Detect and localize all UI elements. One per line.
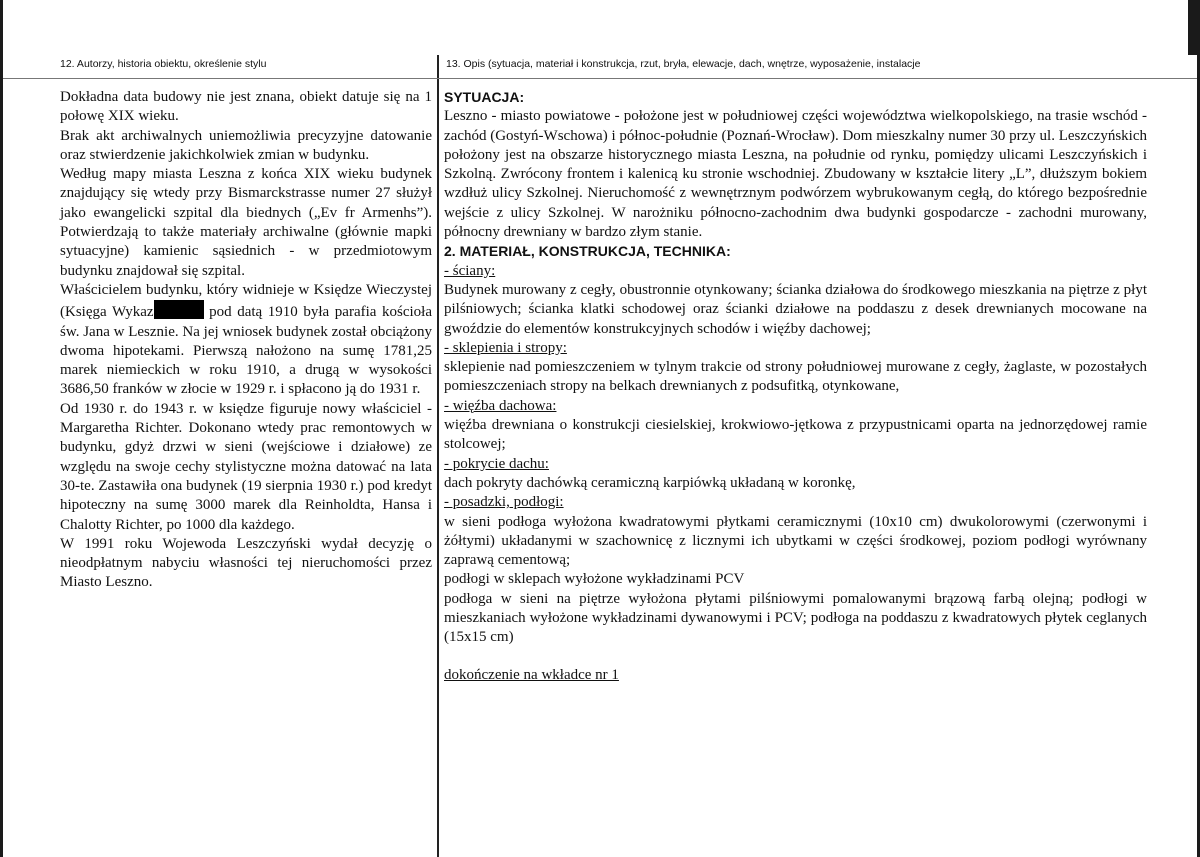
- floors-text-shops: podłogi w sklepach wyłożone wykładzinami PCV: [444, 571, 745, 588]
- section-13-header: 13. Opis (sytuacja, materiał i konstrukcja, rzut, bryła, elewacje, dach, wnętrze, wyposażenie, instalacje: [446, 58, 921, 70]
- header-divider: [3, 78, 1197, 79]
- floors-text-upper: podłoga w sieni na piętrze wyłożona płytami pilśniowymi pomalowanymi brązową farbą olejną; podłogi w mieszkaniach wyłożone wykładzinami dywanowymi i PCV; podłoga na poddaszu z kwadratowych płytek ceglanych (15x15 cm): [444, 590, 1147, 646]
- owner-text-end: pod datą 1910 była parafia kościoła św. Jana w Lesznie. Na jej wniosek budynek został obciążony dwoma hipotekami. Pierwszą nałożono na sumę 1781,25 marek niemieckich w roku 1910, a drugą w wysokości 3686,50 franków w złocie w 1929 r. i spłacono ją do 1931 r.: [60, 304, 432, 398]
- vaults-text: sklepienie nad pomieszczeniem w tylnym trakcie od strony południowej murowane z cegły, żaglaste, w pozostałych pomieszczeniach stropy na belkach drewnianych z podsufitką, otynkowane,: [444, 359, 1147, 395]
- floors-label: - posadzki, podłogi:: [444, 494, 564, 511]
- situation-text: Leszno - miasto powiatowe - położone jest w południowej części województwa wielkopolskiego, na trasie wschód - zachód (Gostyń-Wschowa) i północ-południe (Poznań-Wrocław). Dom mieszkalny numer 30 przy ul. Leszczyńskich położony jest na obszarze historycznego miasta Leszna, na południe od rynku, pomiędzy ulicami Leszczyńskich i Szkolną. Zwrócony frontem i kalenicą ku stronie wschodniej. Zbudowany w kształcie litery „L”, dłuższym bokiem wzdłuż ulicy Szkolnej. Nieruchomość z wewnętrznym podwórzem wybrukowanym cegłą, do którego bezpośrednie wejście z ulicy Szkolnej. W narożniku północno-zachodnim dwa budynki gospodarcze - zachodni murowany, północny drewniany w bardzo złym stanie.: [444, 108, 1147, 241]
- vaults-label: - sklepienia i stropy:: [444, 339, 567, 356]
- section-12-header: 12. Autorzy, historia obiektu, określenie stylu: [60, 58, 267, 70]
- scan-border-corner: [1188, 0, 1200, 55]
- walls-label: - ściany:: [444, 262, 496, 279]
- history-column: [60, 88, 432, 593]
- walls-text: Budynek murowany z cegły, obustronnie otynkowany; ścianka działowa do środkowego mieszkania na piętrze z płyt pilśniowych; ścianka klatki schodowej oraz ścianki działowe na poddaszu z desek drewnianych mocowane na gwoździe do elementów konstrukcyjnych schodów i więźby dachowej;: [444, 281, 1147, 337]
- continuation-note: dokończenie na wkładce nr 1: [444, 666, 619, 683]
- floors-text-hall: w sieni podłoga wyłożona kwadratowymi płytkami ceramicznymi (10x10 cm) dwukolorowymi (czerwonymi i żółtymi) układanymi w szachownicę z licznymi ich ubytkami w części środkowej, poziom podłogi wyrównany zaprawą cementową;: [444, 513, 1147, 569]
- truss-label: - więźba dachowa:: [444, 397, 557, 414]
- redaction-block: [154, 300, 204, 319]
- history-paragraph-1991: W 1991 roku Wojewoda Leszczyński wydał decyzję o nieodpłatnym nabyciu własności tej nieruchomości przez Miasto Leszno.: [60, 535, 432, 591]
- scan-border-left: [0, 0, 3, 857]
- history-paragraph-richter: Od 1930 r. do 1943 r. w księdze figuruje nowy właściciel - Margaretha Richter. Dokonano wtedy prac remontowych w budynku, gdyż drzwi w sieni (wejściowe i działowe) ze względu na swoje cechy stylistyczne można datować na lata 30-te. Zastawiła ona budynek (19 sierpnia 1930 r.) pod kredyt hipoteczny na sumę 3000 marek dla Reinholdta, Hansa i Chalotty Richter, po 1000 dla każdego.: [60, 400, 432, 533]
- owner-text-start: Właścicielem budynku, który widnieje w Księdze Wieczystej (Księga Wykaz: [60, 281, 432, 321]
- roof-label: - pokrycie dachu:: [444, 455, 549, 472]
- material-title: 2. MATERIAŁ, KONSTRUKCJA, TECHNIKA:: [444, 243, 731, 260]
- history-paragraph-owner: [60, 281, 432, 400]
- roof-text: dach pokryty dachówką ceramiczną karpiówką układaną w koronkę,: [444, 474, 856, 491]
- situation-title: SYTUACJA:: [444, 89, 525, 105]
- history-paragraph-archives: Brak akt archiwalnych uniemożliwia precyzyjne datowanie oraz stwierdzenie jakichkolwiek zmian w budynku.: [60, 127, 432, 163]
- history-paragraph-date: Dokładna data budowy nie jest znana, obiekt datuje się na 1 połowę XIX wieku.: [60, 89, 432, 125]
- description-column: [444, 88, 1147, 685]
- column-divider: [437, 55, 439, 857]
- history-paragraph-map: Według mapy miasta Leszna z końca XIX wieku budynek znajdujący się wtedy przy Bismarckstrasse numer 27 służył jako ewangelicki szpital dla biednych („Ev fr Armenhs”). Potwierdzają to także materiały archiwalne (głównie mapki sytuacyjne) kamienic sąsiednich - w przedmiotowym budynku znajdował się szpital.: [60, 166, 432, 279]
- truss-text: więźba drewniana o konstrukcji ciesielskiej, krokwiowo-jętkowa z przypustnicami oparta na jednorzędowej ramie stolcowej;: [444, 417, 1147, 453]
